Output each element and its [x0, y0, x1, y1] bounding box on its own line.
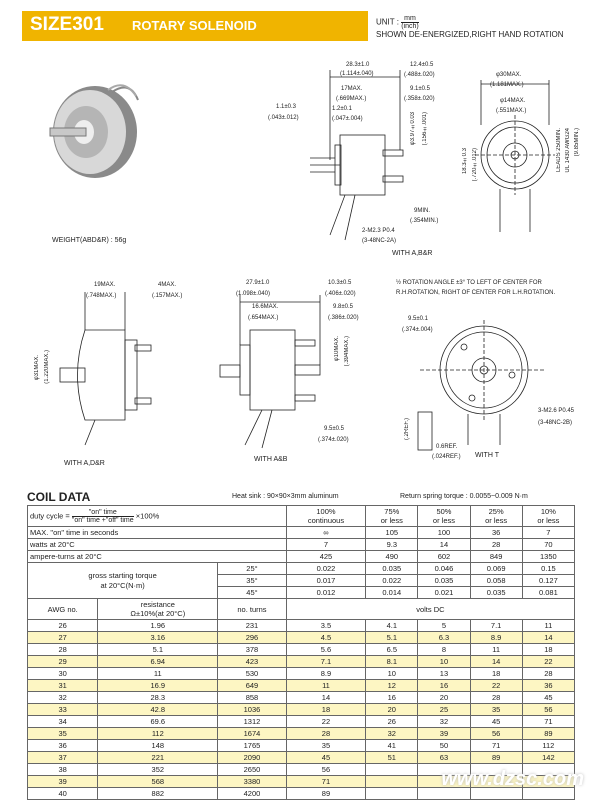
awg-row [28, 692, 575, 704]
dim-d4-9: (.394MAX.) [344, 336, 350, 367]
awg-cell: 56 [522, 704, 574, 716]
caption-abr: WITH A,B&R [392, 250, 433, 257]
row-label: ampere-turns at 20°C [28, 551, 287, 563]
dim-d5-3: (3-48NC-2B) [538, 420, 573, 426]
dim-d1-0: 28.3±1.0 [346, 62, 370, 68]
torque-angle: 35° [218, 575, 287, 587]
awg-cell: 71 [470, 740, 522, 752]
awg-cell: 8 [418, 644, 470, 656]
awg-cell: 423 [218, 656, 287, 668]
dim-d1-9: (.488±.020) [404, 72, 435, 78]
coil-title: COIL DATA [27, 490, 91, 504]
awg-cell: 6.3 [418, 632, 470, 644]
row-value: 14 [418, 539, 470, 551]
awg-cell: 352 [98, 764, 218, 776]
dim-d1-12: φ3.97±0.03 [410, 112, 416, 146]
duty-col-header: 25% or less [470, 506, 522, 527]
drawing-side-adr [60, 292, 151, 445]
drawing-front-t [418, 320, 545, 450]
info-row [28, 539, 575, 551]
torque-value: 0.081 [522, 587, 574, 599]
awg-cell: 649 [218, 680, 287, 692]
awg-cell: 28.3 [98, 692, 218, 704]
awg-cell: 35 [28, 728, 98, 740]
awg-cell: 11 [98, 668, 218, 680]
dim-d1-6: 1.1±0.3 [276, 104, 296, 110]
dim-d1-17: (3-48NC-2A) [362, 238, 397, 244]
awg-cell: 530 [218, 668, 287, 680]
duty-den: "on" time +"off" time [71, 516, 134, 524]
duty-col-header: 10% or less [522, 506, 574, 527]
awg-cell: 28 [286, 728, 366, 740]
row-value: 1350 [522, 551, 574, 563]
resistance-header-2: Ω±10%(at 20°C) [130, 609, 186, 618]
awg-cell: 221 [98, 752, 218, 764]
dim-d5-1: (.374±.004) [402, 327, 433, 333]
dim-d4-3: (.654MAX.) [248, 315, 279, 321]
unit-bottom: (inch) [401, 23, 419, 30]
duty-num: "on" time [72, 509, 134, 517]
dim-d1-4: 1.2±0.1 [332, 106, 352, 112]
awg-cell: 8.9 [470, 632, 522, 644]
awg-cell: 50 [418, 740, 470, 752]
dim-d4-2: 16.6MAX. [252, 304, 279, 310]
title-rest: ROTARY SOLENOID [132, 18, 257, 33]
row-value: 70 [522, 539, 574, 551]
dim-d3-3: (.157MAX.) [152, 293, 183, 299]
awg-cell: 40 [28, 788, 98, 800]
awg-cell: 4200 [218, 788, 287, 800]
awg-cell: 231 [218, 620, 287, 632]
resistance-header [98, 599, 218, 620]
torque-label-1: gross starting torque [88, 570, 157, 580]
torque-angle: 25° [218, 563, 287, 575]
dim-d2-2: φ14MAX. [500, 98, 526, 104]
turns-header: no. turns [218, 599, 287, 620]
duty-col-header: 75% or less [366, 506, 418, 527]
awg-cell: 16 [366, 692, 418, 704]
awg-cell: 8.9 [286, 668, 366, 680]
awg-cell: 33 [28, 704, 98, 716]
dim-d4-11: (.374±.020) [318, 437, 349, 443]
dim-d4-7: (.386±.020) [328, 315, 359, 321]
dim-d2-6: LEADS 250MIN. [556, 128, 562, 173]
note-rotation-1: ½ ROTATION ANGLE ±3° TO LEFT OF CENTER FOR [396, 280, 542, 286]
awg-cell: 1.96 [98, 620, 218, 632]
awg-cell: 30 [28, 668, 98, 680]
awg-cell: 36 [522, 680, 574, 692]
awg-cell: 5.1 [366, 632, 418, 644]
torque-value: 0.035 [366, 563, 418, 575]
row-value: 602 [418, 551, 470, 563]
awg-cell: 13 [418, 668, 470, 680]
awg-cell: 11 [522, 620, 574, 632]
awg-cell [366, 788, 418, 800]
awg-cell: 10 [366, 668, 418, 680]
spring-note: Return spring torque : 0.0055~0.009 N·m [400, 493, 528, 500]
awg-row [28, 656, 575, 668]
awg-cell: 16.9 [98, 680, 218, 692]
row-value: 105 [366, 527, 418, 539]
torque-value: 0.058 [470, 575, 522, 587]
dim-d2-7: UL 1430 AWG24 [565, 128, 571, 173]
awg-cell: 16 [418, 680, 470, 692]
awg-cell: 1036 [218, 704, 287, 716]
awg-cell: 7.1 [470, 620, 522, 632]
dim-d1-5: (.047±.004) [332, 116, 363, 122]
torque-value: 0.022 [366, 575, 418, 587]
row-value: ∞ [286, 527, 366, 539]
awg-cell: 22 [470, 680, 522, 692]
awg-cell: 89 [522, 728, 574, 740]
torque-value: 0.15 [522, 563, 574, 575]
awg-cell: 56 [286, 764, 366, 776]
duty-mult: ×100% [135, 510, 160, 520]
dim-d4-4: 10.3±0.5 [328, 280, 352, 286]
row-value: 7 [286, 539, 366, 551]
coil-table [27, 505, 575, 800]
unit-prefix: UNIT : [376, 17, 399, 27]
watermark: www.dzsc.com [441, 768, 584, 790]
awg-cell: 39 [28, 776, 98, 788]
awg-cell: 32 [28, 692, 98, 704]
dim-d2-0: φ30MAX. [496, 72, 522, 78]
awg-cell: 71 [522, 716, 574, 728]
awg-cell: 296 [218, 632, 287, 644]
awg-row [28, 728, 575, 740]
awg-cell: 18 [470, 668, 522, 680]
awg-cell: 71 [286, 776, 366, 788]
dim-d3-0: 19MAX. [94, 282, 116, 288]
awg-cell: 45 [286, 752, 366, 764]
title-model: SIZE301 [30, 14, 104, 35]
dim-d2-4: 18.3±0.3 [462, 148, 468, 175]
awg-row [28, 620, 575, 632]
row-value: 7 [522, 527, 574, 539]
unit-top: mm [401, 15, 419, 23]
awg-cell: 4.1 [366, 620, 418, 632]
awg-cell: 38 [28, 764, 98, 776]
awg-cell: 32 [366, 728, 418, 740]
row-value: 9.3 [366, 539, 418, 551]
awg-cell: 2650 [218, 764, 287, 776]
dim-d1-11: (.358±.020) [404, 96, 435, 102]
awg-row [28, 644, 575, 656]
dim-d1-14: 9MIN. [414, 208, 431, 214]
awg-cell: 35 [286, 740, 366, 752]
awg-cell: 22 [522, 656, 574, 668]
awg-cell: 39 [418, 728, 470, 740]
dim-d3-1: (.748MAX.) [86, 293, 117, 299]
dim-d4-1: (1.098±.040) [236, 291, 270, 297]
torque-label-cell [28, 563, 218, 599]
awg-cell: 36 [28, 740, 98, 752]
awg-cell: 12 [366, 680, 418, 692]
dim-d1-16: 2-M2.3 P0.4 [362, 228, 395, 234]
duty-header-row [28, 506, 575, 527]
awg-cell: 28 [470, 692, 522, 704]
awg-cell: 22 [286, 716, 366, 728]
awg-cell: 378 [218, 644, 287, 656]
awg-cell: 882 [98, 788, 218, 800]
torque-value: 0.017 [286, 575, 366, 587]
torque-value: 0.127 [522, 575, 574, 587]
awg-cell: 26 [28, 620, 98, 632]
dim-d1-7: (.043±.012) [268, 115, 299, 121]
row-label: watts at 20°C [28, 539, 287, 551]
row-value: 36 [470, 527, 522, 539]
awg-cell: 89 [470, 752, 522, 764]
heatsink-note: Heat sink : 90×90×3mm aluminum [232, 493, 339, 500]
awg-cell: 37 [28, 752, 98, 764]
awg-row [28, 632, 575, 644]
awg-cell: 45 [522, 692, 574, 704]
awg-cell: 8.1 [366, 656, 418, 668]
awg-cell: 7.1 [286, 656, 366, 668]
row-value: 490 [366, 551, 418, 563]
info-row [28, 551, 575, 563]
row-value: 100 [418, 527, 470, 539]
caption-adr: WITH A,D&R [64, 460, 105, 467]
duty-cycle-cell [28, 506, 287, 527]
torque-value: 0.035 [470, 587, 522, 599]
awg-cell: 45 [470, 716, 522, 728]
awg-cell: 3.16 [98, 632, 218, 644]
awg-cell: 20 [366, 704, 418, 716]
shown-note: SHOWN DE-ENERGIZED,RIGHT HAND ROTATION [376, 30, 564, 39]
awg-cell: 4.5 [286, 632, 366, 644]
torque-value: 0.046 [418, 563, 470, 575]
dim-d1-10: 9.1±0.5 [410, 86, 430, 92]
torque-value: 0.012 [286, 587, 366, 599]
awg-cell: 1312 [218, 716, 287, 728]
caption-ab: WITH A&B [254, 456, 288, 463]
awg-cell: 14 [286, 692, 366, 704]
awg-cell: 42.8 [98, 704, 218, 716]
awg-cell: 34 [28, 716, 98, 728]
dim-d5-5: (.024REF.) [432, 454, 461, 460]
awg-cell: 1765 [218, 740, 287, 752]
dim-d4-6: 9.8±0.5 [333, 304, 353, 310]
dim-d2-1: (1.181MAX.) [490, 82, 524, 88]
dim-d4-5: (.406±.020) [325, 291, 356, 297]
torque-value: 0.035 [418, 575, 470, 587]
awg-cell: 1674 [218, 728, 287, 740]
awg-cell: 14 [470, 656, 522, 668]
dim-d1-15: (.354MIN.) [410, 218, 439, 224]
info-row [28, 527, 575, 539]
awg-cell: 5.1 [98, 644, 218, 656]
dim-d3-2: 4MAX. [158, 282, 177, 288]
awg-row [28, 752, 575, 764]
torque-value: 0.021 [418, 587, 470, 599]
duty-col-header: 100% continuous [286, 506, 366, 527]
awg-cell: 3.5 [286, 620, 366, 632]
awg-cell: 29 [28, 656, 98, 668]
dim-d1-8: 12.4±0.5 [410, 62, 434, 68]
awg-cell: 14 [522, 632, 574, 644]
awg-cell: 28 [522, 668, 574, 680]
awg-cell: 112 [522, 740, 574, 752]
awg-cell: 5 [418, 620, 470, 632]
duty-col-header: 50% or less [418, 506, 470, 527]
torque-angle: 45° [218, 587, 287, 599]
awg-cell: 35 [470, 704, 522, 716]
awg-cell: 10 [418, 656, 470, 668]
dim-d4-0: 27.9±1.0 [246, 280, 270, 286]
awg-cell: 28 [28, 644, 98, 656]
awg-row [28, 740, 575, 752]
dim-d5-6: (.2REF.) [404, 418, 410, 441]
torque-value: 0.014 [366, 587, 418, 599]
dim-d1-13: (.156±.001) [422, 112, 428, 146]
awg-cell: 56 [470, 728, 522, 740]
awg-cell: 32 [418, 716, 470, 728]
awg-cell [366, 776, 418, 788]
dim-d5-0: 9.5±0.1 [408, 316, 428, 322]
awg-row [28, 668, 575, 680]
awg-cell: 63 [418, 752, 470, 764]
volts-header: volts DC [286, 599, 574, 620]
row-value: 28 [470, 539, 522, 551]
torque-row [28, 563, 575, 575]
awg-cell: 142 [522, 752, 574, 764]
awg-cell: 148 [98, 740, 218, 752]
dim-d3-5: (1.220MAX.) [44, 350, 50, 384]
dim-d2-5: (.720±.012) [472, 148, 478, 182]
torque-label-2: at 20°C(N·m) [100, 580, 145, 590]
awg-cell: 69.6 [98, 716, 218, 728]
duty-label: duty cycle = [30, 510, 70, 520]
row-value: 425 [286, 551, 366, 563]
weight-label: WEIGHT(ABD&R) : 56g [52, 237, 127, 244]
dim-d5-2: 3-M2.6 P0.45 [538, 408, 575, 414]
awg-cell: 6.5 [366, 644, 418, 656]
awg-cell: 18 [286, 704, 366, 716]
awg-row [28, 716, 575, 728]
awg-header: AWG no. [28, 599, 98, 620]
torque-value: 0.022 [286, 563, 366, 575]
dim-d2-3: (.551MAX.) [496, 108, 527, 114]
dim-d1-3: (.669MAX.) [336, 96, 367, 102]
awg-cell: 27 [28, 632, 98, 644]
awg-cell: 51 [366, 752, 418, 764]
dim-d2-8: (9.85MIN.) [574, 128, 580, 157]
torque-value: 0.069 [470, 563, 522, 575]
awg-cell: 11 [470, 644, 522, 656]
resistance-header-1: resistance [140, 600, 175, 609]
awg-cell: 18 [522, 644, 574, 656]
awg-cell: 26 [366, 716, 418, 728]
awg-row [28, 680, 575, 692]
awg-cell: 20 [418, 692, 470, 704]
dim-d1-2: 17MAX. [341, 86, 363, 92]
dim-d1-1: (1.114±.040) [340, 71, 374, 77]
dim-d4-10: 9.5±0.5 [324, 426, 344, 432]
awg-cell: 3380 [218, 776, 287, 788]
duty-fraction [72, 509, 134, 524]
awg-cell: 6.94 [98, 656, 218, 668]
dim-d4-8: φ10MAX. [334, 336, 340, 362]
solenoid-photo [50, 85, 138, 178]
awg-cell: 25 [418, 704, 470, 716]
dim-d5-4: 0.6REF. [436, 444, 458, 450]
awg-cell: 11 [286, 680, 366, 692]
awg-cell: 41 [366, 740, 418, 752]
awg-cell: 2090 [218, 752, 287, 764]
awg-cell: 89 [286, 788, 366, 800]
awg-cell: 5.6 [286, 644, 366, 656]
caption-t: WITH T [475, 452, 499, 459]
awg-header-row [28, 599, 575, 620]
row-label: MAX. "on" time in seconds [28, 527, 287, 539]
dim-d3-4: φ31MAX. [34, 355, 40, 381]
awg-cell: 112 [98, 728, 218, 740]
awg-cell: 858 [218, 692, 287, 704]
awg-row [28, 704, 575, 716]
note-rotation-2: R.H.ROTATION, RIGHT OF CENTER FOR L.H.ROTATION. [396, 290, 556, 296]
awg-cell: 568 [98, 776, 218, 788]
row-value: 849 [470, 551, 522, 563]
awg-cell [366, 764, 418, 776]
awg-cell: 31 [28, 680, 98, 692]
